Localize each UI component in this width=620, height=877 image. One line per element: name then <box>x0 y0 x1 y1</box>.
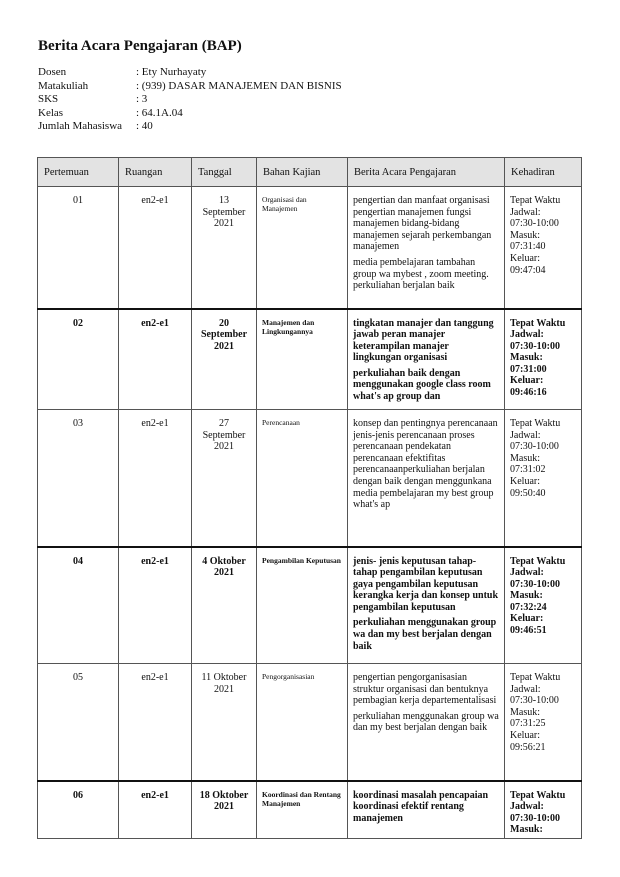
info-row <box>38 107 342 121</box>
info-value: : 40 <box>136 120 153 132</box>
info-label: Matakuliah <box>38 79 89 92</box>
attendance-line: Keluar: <box>510 729 540 741</box>
info-value: : (939) DASAR MANAJEMEN DAN BISNIS <box>136 79 342 92</box>
cell-bahan-kajian: Pengambilan Keputusan <box>257 547 348 664</box>
cell-pertemuan: 02 <box>38 309 119 410</box>
note-paragraph: perkuliahan menggunakan group wa dan my best berjalan dengan baik <box>353 710 499 734</box>
attendance-line: Masuk: <box>510 352 543 364</box>
attendance-line: 07:30-10:00 <box>510 340 560 352</box>
attendance-line: Masuk: <box>510 590 543 602</box>
attendance-line: Tepat Waktu <box>510 317 566 329</box>
cell-ruangan: en2-e1 <box>119 664 192 781</box>
cell-ruangan: en2-e1 <box>119 309 192 410</box>
table-row <box>38 547 582 664</box>
table-row <box>38 664 582 781</box>
attendance-line: Masuk: <box>510 824 543 836</box>
cell-kehadiran <box>505 309 582 410</box>
info-label: Jumlah Mahasiswa <box>38 120 123 132</box>
note-paragraph: pengertian dan manfaat organisasi pengertian manajemen fungsi manajemen bidang-bidang manajemen sejarah perkembangan manajemen <box>353 195 492 253</box>
cell-berita-acara <box>348 187 505 309</box>
cell-kehadiran <box>505 781 582 839</box>
attendance-line: 07:30-10:00 <box>510 578 560 590</box>
attendance-line: 07:30-10:00 <box>510 695 559 707</box>
attendance-line: 07:30-10:00 <box>510 441 559 453</box>
attendance-line: 09:50:40 <box>510 487 546 499</box>
info-row <box>38 80 342 94</box>
cell-tanggal: 20 September 2021 <box>192 309 257 410</box>
table-row <box>38 410 582 547</box>
note-paragraph: perkuliahan menggunakan group wa dan my best berjalan dengan baik <box>353 617 497 652</box>
cell-ruangan: en2-e1 <box>119 781 192 839</box>
attendance-line: Jadwal: <box>510 429 541 441</box>
cell-pertemuan: 06 <box>38 781 119 839</box>
cell-berita-acara <box>348 309 505 410</box>
attendance-line: 07:31:02 <box>510 464 546 476</box>
table-row <box>38 309 582 410</box>
info-value: : 64.1A.04 <box>136 106 183 119</box>
info-row <box>38 120 342 134</box>
cell-ruangan: en2-e1 <box>119 547 192 664</box>
attendance-line: Tepat Waktu <box>510 789 566 801</box>
attendance-line: Jadwal: <box>510 206 541 218</box>
cell-ruangan: en2-e1 <box>119 187 192 309</box>
attendance-line: 09:46:16 <box>510 387 547 399</box>
cell-tanggal: 4 Oktober 2021 <box>192 547 257 664</box>
cell-pertemuan: 03 <box>38 410 119 547</box>
header-kehadiran: Kehadiran <box>505 158 582 187</box>
note-paragraph: pengertian pengorganisasian struktur organisasi dan bentuknya pembagian kerja departementalisasi <box>353 672 497 707</box>
cell-pertemuan: 04 <box>38 547 119 664</box>
info-label: Kelas <box>38 106 64 119</box>
header-bahan-kajian: Bahan Kajian <box>257 158 348 187</box>
attendance-line: Keluar: <box>510 475 540 487</box>
attendance-line: 07:31:25 <box>510 718 546 730</box>
attendance-line: 07:30-10:00 <box>510 812 560 824</box>
attendance-line: Jadwal: <box>510 567 544 579</box>
cell-bahan-kajian: Koordinasi dan Rentang Manajemen <box>257 781 348 839</box>
info-label: SKS <box>38 93 59 105</box>
attendance-line: 09:56:21 <box>510 741 546 753</box>
cell-berita-acara <box>348 410 505 547</box>
cell-kehadiran <box>505 547 582 664</box>
bap-table <box>37 157 582 839</box>
cell-tanggal: 11 Oktober 2021 <box>192 664 257 781</box>
attendance-line: 09:47:04 <box>510 264 546 276</box>
cell-tanggal: 18 Oktober 2021 <box>192 781 257 839</box>
info-row <box>38 66 342 80</box>
attendance-line: Tepat Waktu <box>510 555 566 567</box>
note-paragraph: koordinasi masalah pencapaian koordinasi efektif rentang manajemen <box>353 789 489 824</box>
cell-kehadiran <box>505 187 582 309</box>
course-info <box>38 66 342 134</box>
attendance-line: Masuk: <box>510 706 540 718</box>
attendance-line: Masuk: <box>510 452 540 464</box>
cell-pertemuan: 01 <box>38 187 119 309</box>
attendance-line: 07:31:00 <box>510 363 547 375</box>
header-berita-acara: Berita Acara Pengajaran <box>348 158 505 187</box>
info-value: : 3 <box>136 93 148 105</box>
attendance-line: Jadwal: <box>510 683 541 695</box>
note-paragraph: jenis- jenis keputusan tahap-tahap pengambilan keputusan gaya pengambilan keputusan kerangka kerja dan konsep untuk pengambilan keputusan <box>353 555 499 613</box>
table-row <box>38 187 582 309</box>
info-value: : Ety Nurhayaty <box>136 66 207 78</box>
cell-tanggal: 13 September 2021 <box>192 187 257 309</box>
attendance-line: Jadwal: <box>510 329 544 341</box>
note-paragraph: tingkatan manajer dan tanggung jawab peran manajer keterampilan manajer lingkungan organisasi <box>353 317 494 364</box>
cell-bahan-kajian: Organisasi dan Manajemen <box>257 187 348 309</box>
header-pertemuan: Pertemuan <box>38 158 119 187</box>
header-tanggal: Tanggal <box>192 158 257 187</box>
attendance-line: Jadwal: <box>510 801 544 813</box>
attendance-line: Tepat Waktu <box>510 418 561 429</box>
table-row <box>38 781 582 839</box>
attendance-line: Keluar: <box>510 252 540 264</box>
cell-berita-acara <box>348 781 505 839</box>
header-ruangan: Ruangan <box>119 158 192 187</box>
attendance-line: 07:32:24 <box>510 601 547 613</box>
document-title: Berita Acara Pengajaran (BAP) <box>38 38 242 54</box>
cell-ruangan: en2-e1 <box>119 410 192 547</box>
cell-berita-acara <box>348 664 505 781</box>
attendance-line: 09:46:51 <box>510 625 547 637</box>
cell-pertemuan: 05 <box>38 664 119 781</box>
attendance-line: Masuk: <box>510 229 540 241</box>
table-header <box>38 158 582 187</box>
note-paragraph: konsep dan pentingnya perencanaan jenis-jenis perencanaan proses perencanaan pendekatan perencanaan efektifitas perencanaanperkuliahan berjalan dengan baik dengan menggunkana media pembelajaran my best group what's ap <box>353 418 498 511</box>
attendance-line: Tepat Waktu <box>510 195 561 206</box>
note-paragraph: perkuliahan baik dengan menggunakan google class room what's ap group dan <box>353 367 491 403</box>
attendance-line: 07:30-10:00 <box>510 218 559 230</box>
cell-kehadiran <box>505 410 582 547</box>
attendance-line: Tepat Waktu <box>510 672 561 683</box>
cell-kehadiran <box>505 664 582 781</box>
cell-bahan-kajian: Perencanaan <box>257 410 348 547</box>
attendance-line: 07:31:40 <box>510 241 546 253</box>
attendance-line: Keluar: <box>510 375 544 387</box>
info-label: Dosen <box>38 66 67 78</box>
note-paragraph: media pembelajaran tambahan group wa mybest , zoom meeting. perkuliahan berjalan baik <box>353 256 489 292</box>
cell-tanggal: 27 September 2021 <box>192 410 257 547</box>
info-row <box>38 93 342 107</box>
cell-berita-acara <box>348 547 505 664</box>
cell-bahan-kajian: Manajemen dan Lingkungannya <box>257 309 348 410</box>
attendance-line: Keluar: <box>510 613 544 625</box>
cell-bahan-kajian: Pengorganisasian <box>257 664 348 781</box>
